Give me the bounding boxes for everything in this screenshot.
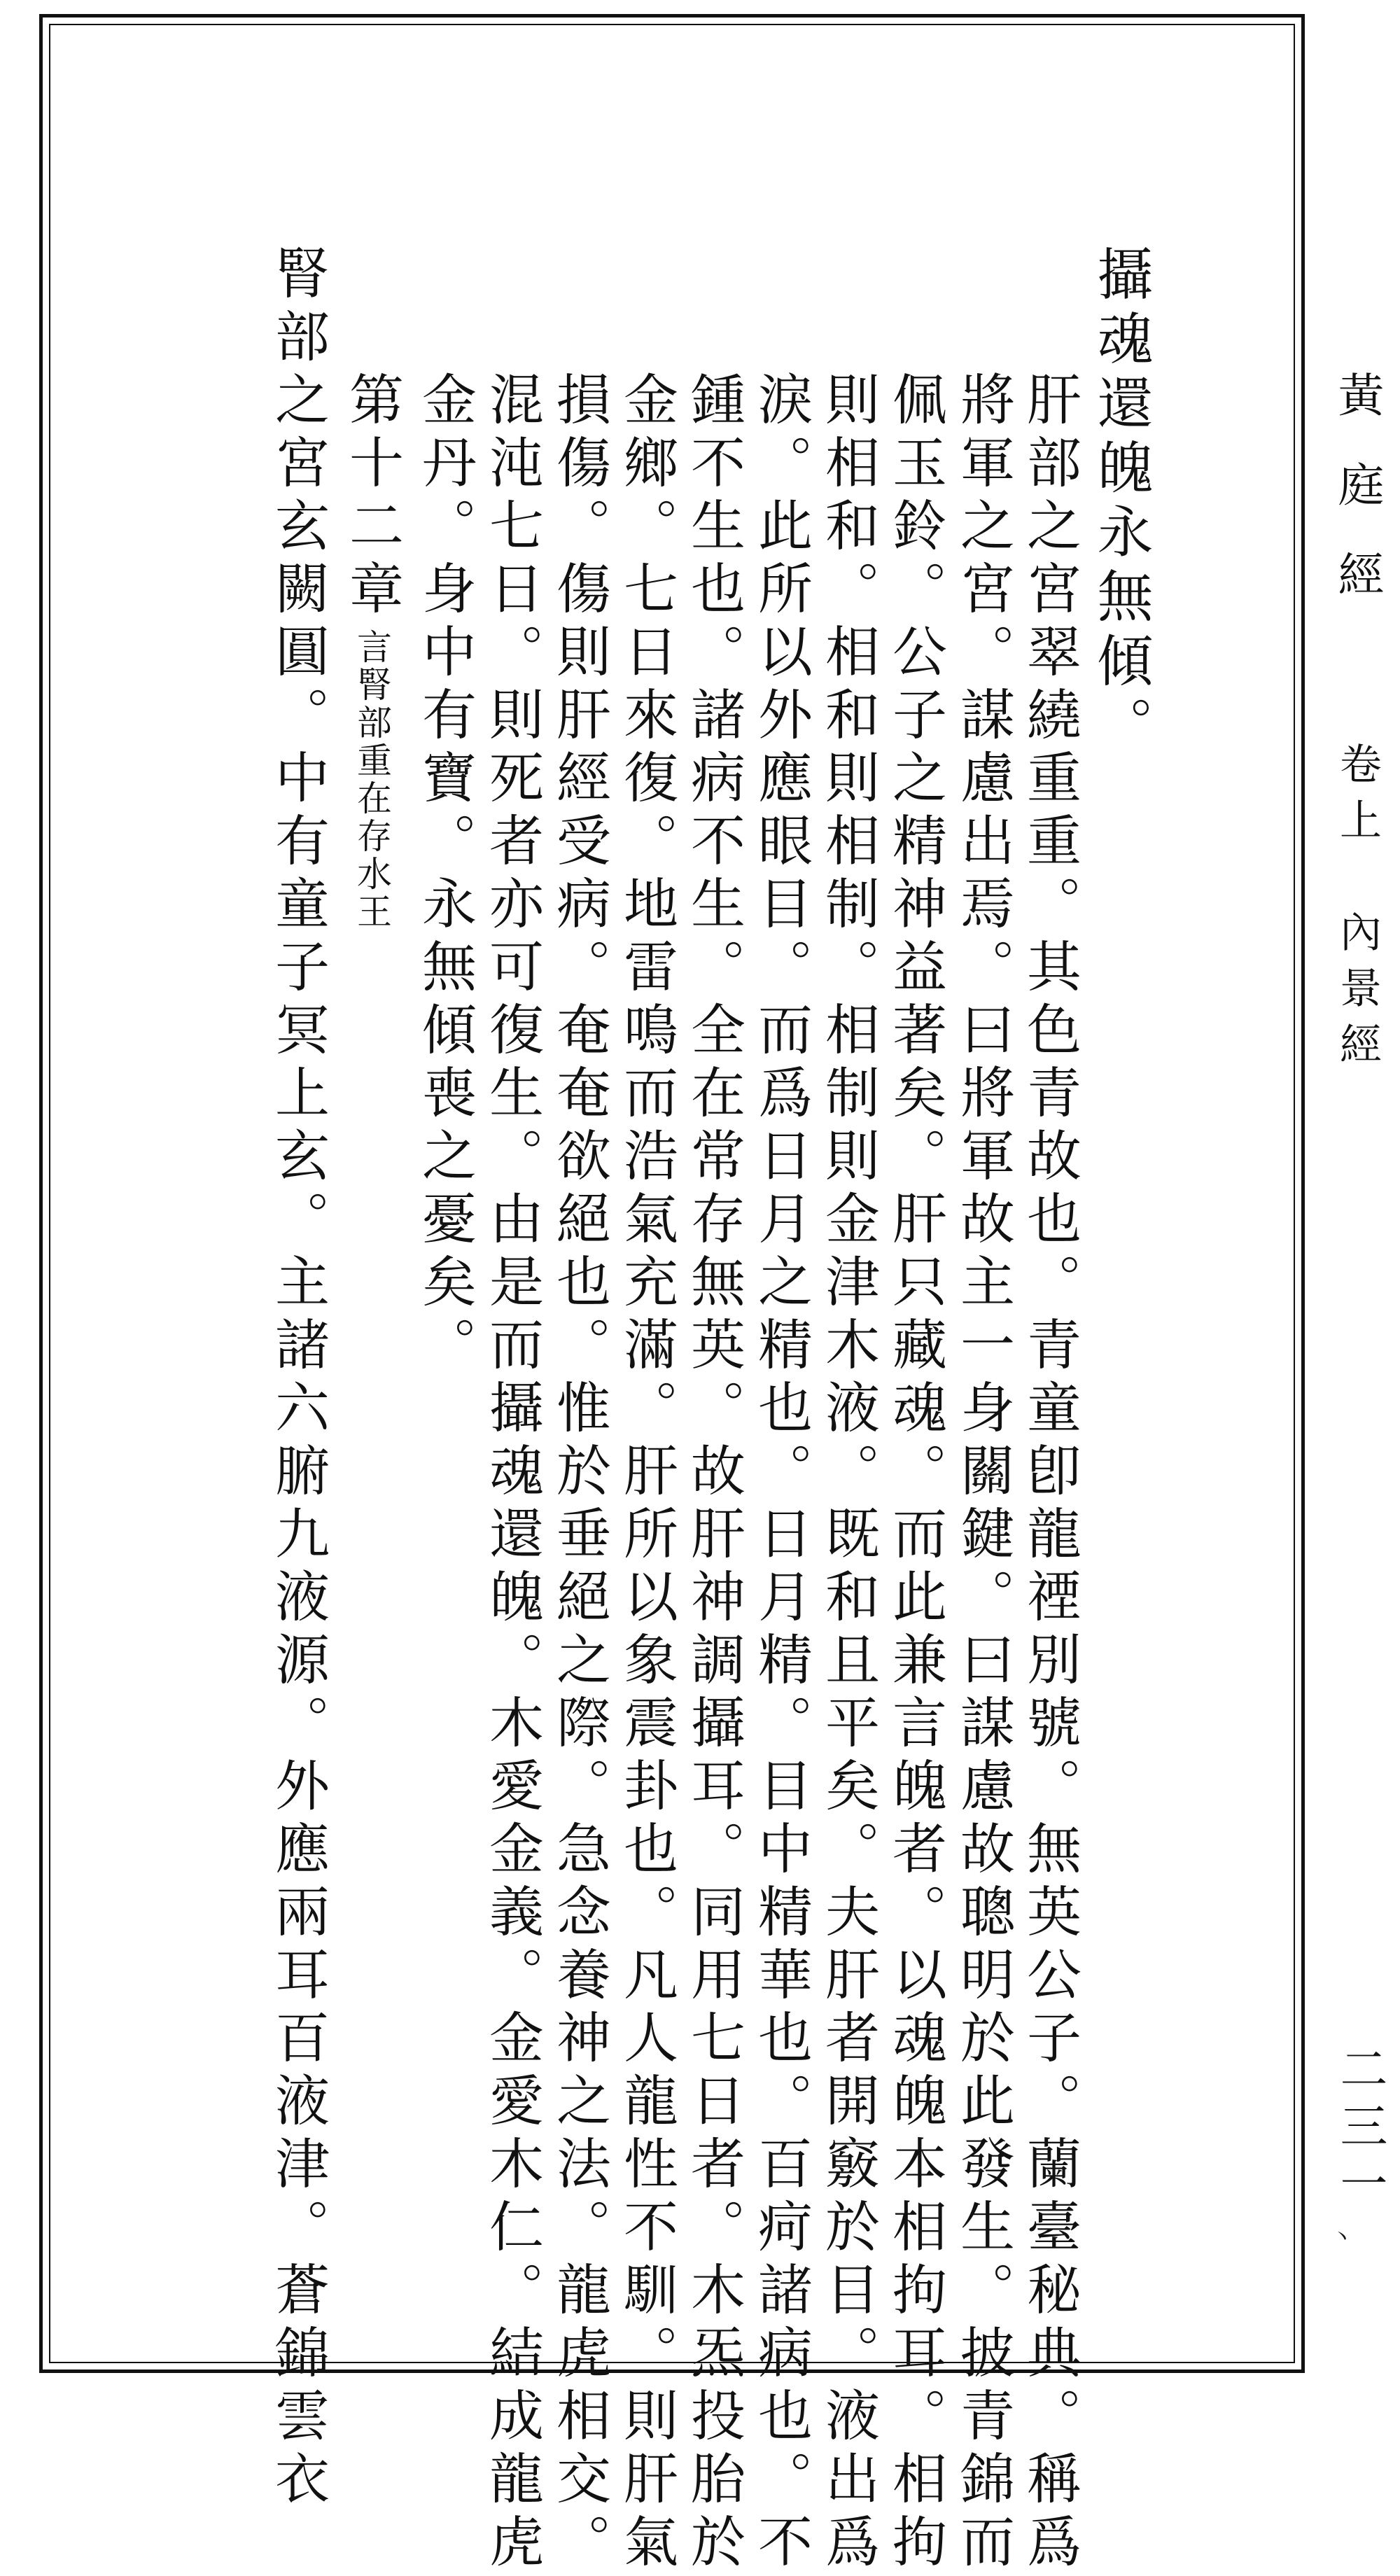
text-column-11: 金丹。身中有寶。永無傾喪之憂矣。 <box>413 371 476 1379</box>
volume-section-label: 卷上 內景經 <box>1333 742 1382 1078</box>
chapter-note: 言腎部重在存水王 <box>351 629 392 931</box>
text-column-2: 肝部之宮翠繞重重。其色青故也。青童卽龍禋別號。無英公子。蘭臺秘典。稱爲 <box>1018 371 1081 2576</box>
book-title: 黃庭經 <box>1330 371 1384 640</box>
text-column-3: 將軍之宮。謀慮出焉。曰將軍故主一身關鍵。曰謀慮故聰明於此發生。披青錦而 <box>951 371 1014 2576</box>
corner-mark: 丶 <box>1327 2226 1352 2247</box>
chapter-title: 第十二章 <box>340 371 403 623</box>
page-number: 二三一 <box>1332 2044 1387 2216</box>
text-column-5: 則相和。相和則相制。相制則金津木液。既和且平矣。夫肝者開竅於目。液出爲 <box>816 371 879 2576</box>
text-column-10: 混沌七日。則死者亦可復生。由是而攝魂還魄。木愛金義。金愛木仁。結成龍虎 <box>480 371 543 2576</box>
text-column-7: 鍾不生也。諸病不生。全在常存無英。故肝神調攝耳。同用七日者。木炁投胎於 <box>682 371 745 2576</box>
verse-heading: 攝魂還魄永無傾。 <box>1088 245 1153 760</box>
text-column-4: 佩玉鈴。公子之精神益著矣。肝只藏魂。而此兼言魄者。以魂魄本相拘耳。相拘 <box>883 371 946 2576</box>
text-column-6: 淚。此所以外應眼目。而爲日月之精也。日月精。目中精華也。百疴諸病也。不 <box>749 371 812 2576</box>
text-column-8: 金鄉。七日來復。地雷鳴而浩氣充滿。肝所以象震卦也。凡人龍性不馴。則肝氣 <box>615 371 678 2576</box>
chapter-heading <box>340 371 403 931</box>
text-column-9: 損傷。傷則肝經受病。奄奄欲絕也。惟於垂絕之際。急念養神之法。龍虎相交。 <box>547 371 610 2576</box>
text-column-13: 腎部之宮玄闕圓。中有童子冥上玄。主諸六腑九液源。外應兩耳百液津。蒼錦雲衣 <box>266 245 329 2513</box>
